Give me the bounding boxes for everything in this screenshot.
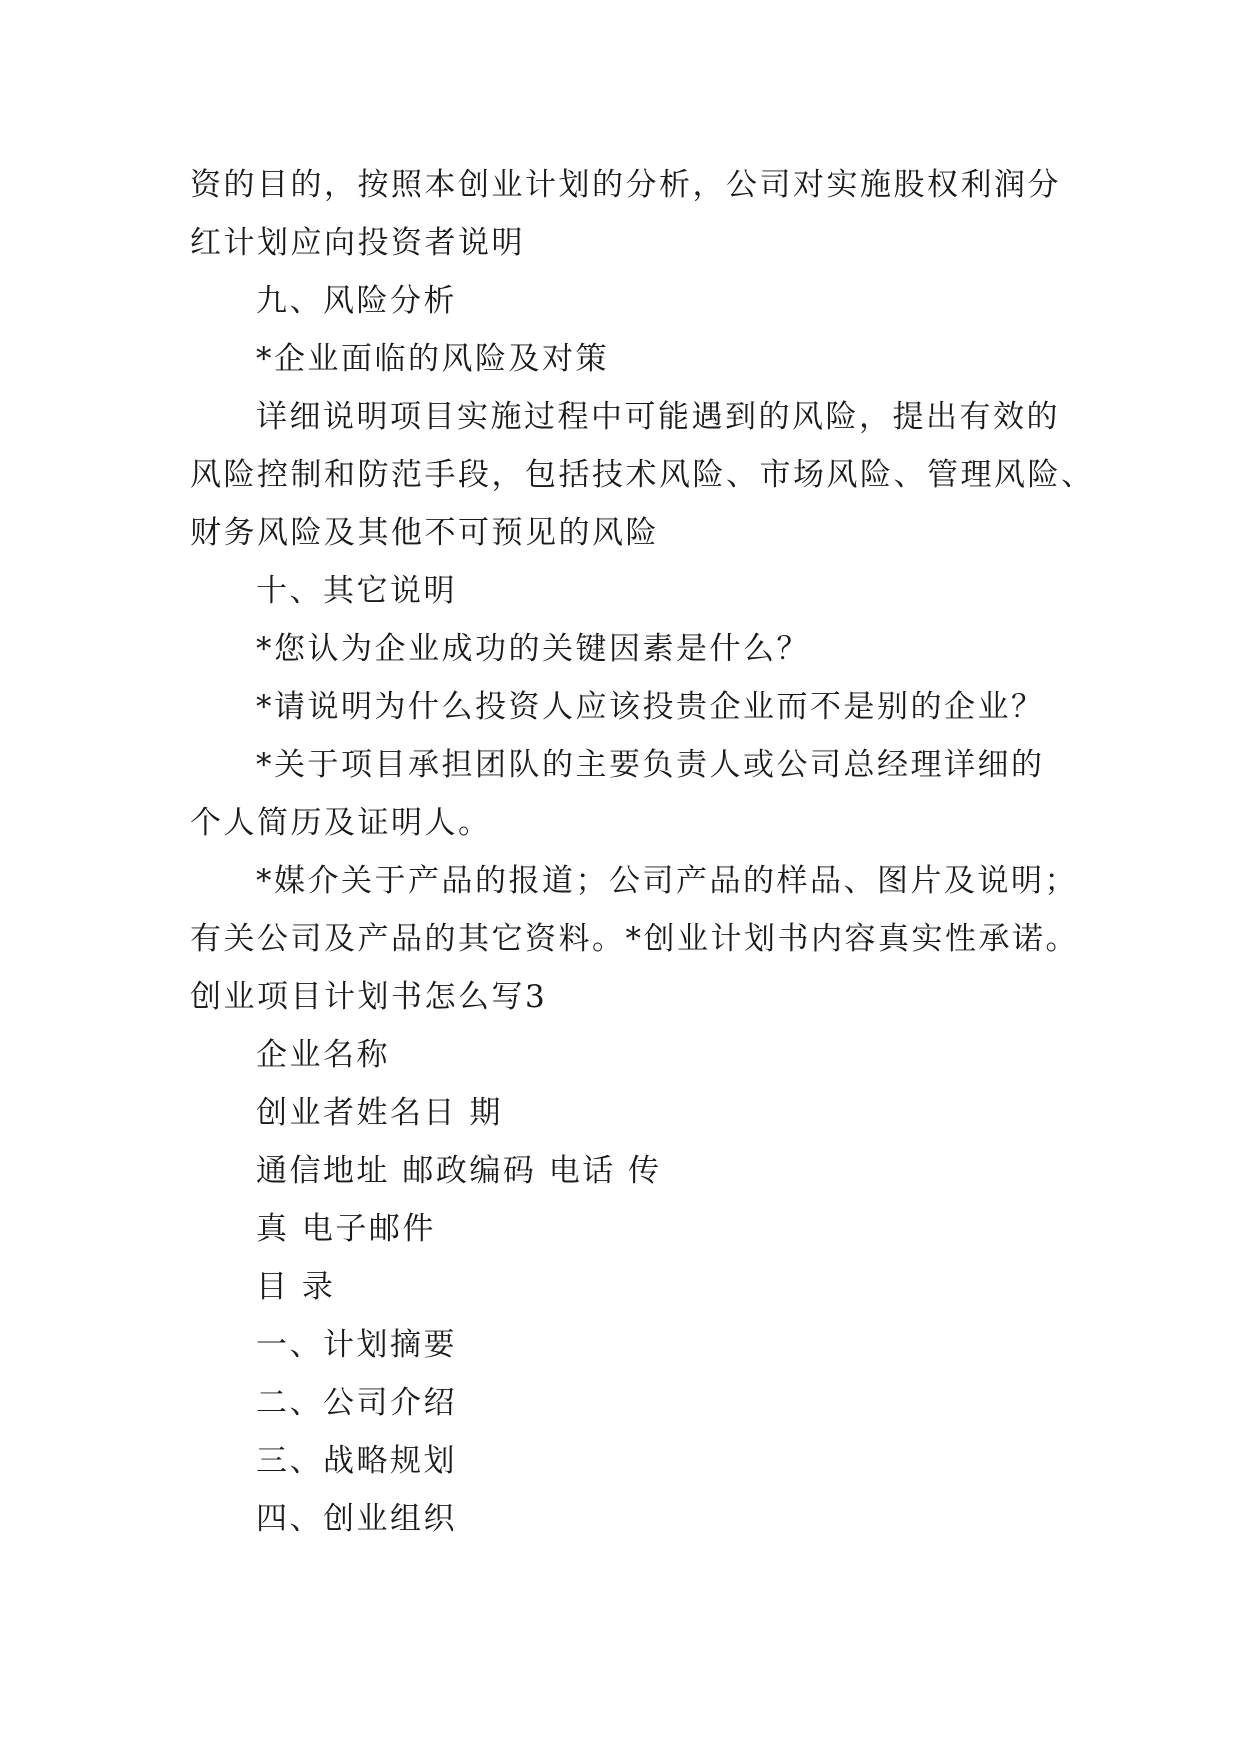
toc-heading: 目 录 bbox=[256, 1269, 336, 1305]
body-line: 有关公司及产品的其它资料。*创业计划书内容真实性承诺。 bbox=[190, 921, 1079, 957]
toc-item: 一、计划摘要 bbox=[256, 1327, 457, 1363]
toc-item: 四、创业组织 bbox=[256, 1501, 457, 1537]
body-line: 个人简历及证明人。 bbox=[190, 805, 492, 841]
form-field-founder-date: 创业者姓名日 期 bbox=[256, 1095, 503, 1131]
toc-item: 三、战略规划 bbox=[256, 1443, 457, 1479]
bullet-line: *关于项目承担团队的主要负责人或公司总经理详细的 bbox=[256, 747, 1045, 783]
body-line: 详细说明项目实施过程中可能遇到的风险，提出有效的 bbox=[256, 399, 1060, 435]
bullet-line: *您认为企业成功的关键因素是什么？ bbox=[256, 631, 810, 667]
section-heading-risk-analysis: 九、风险分析 bbox=[256, 283, 457, 319]
section-heading-other-notes: 十、其它说明 bbox=[256, 573, 457, 609]
bullet-line: *请说明为什么投资人应该投贵企业而不是别的企业？ bbox=[256, 689, 1045, 725]
bullet-line: *企业面临的风险及对策 bbox=[256, 341, 609, 377]
document-body bbox=[190, 156, 1095, 1548]
body-line: 红计划应向投资者说明 bbox=[190, 225, 525, 261]
body-line: 财务风险及其他不可预见的风险 bbox=[190, 515, 659, 551]
bullet-line: *媒介关于产品的报道；公司产品的样品、图片及说明； bbox=[256, 863, 1078, 899]
form-field-fax-email: 真 电子邮件 bbox=[256, 1211, 436, 1247]
form-field-contact: 通信地址 邮政编码 电话 传 bbox=[256, 1153, 662, 1189]
document-title: 创业项目计划书怎么写3 bbox=[190, 979, 548, 1015]
toc-item: 二、公司介绍 bbox=[256, 1385, 457, 1421]
body-line: 风险控制和防范手段，包括技术风险、市场风险、管理风险、 bbox=[190, 457, 1095, 493]
form-field-company-name: 企业名称 bbox=[256, 1037, 390, 1073]
body-line: 资的目的，按照本创业计划的分析，公司对实施股权利润分 bbox=[190, 167, 1061, 203]
